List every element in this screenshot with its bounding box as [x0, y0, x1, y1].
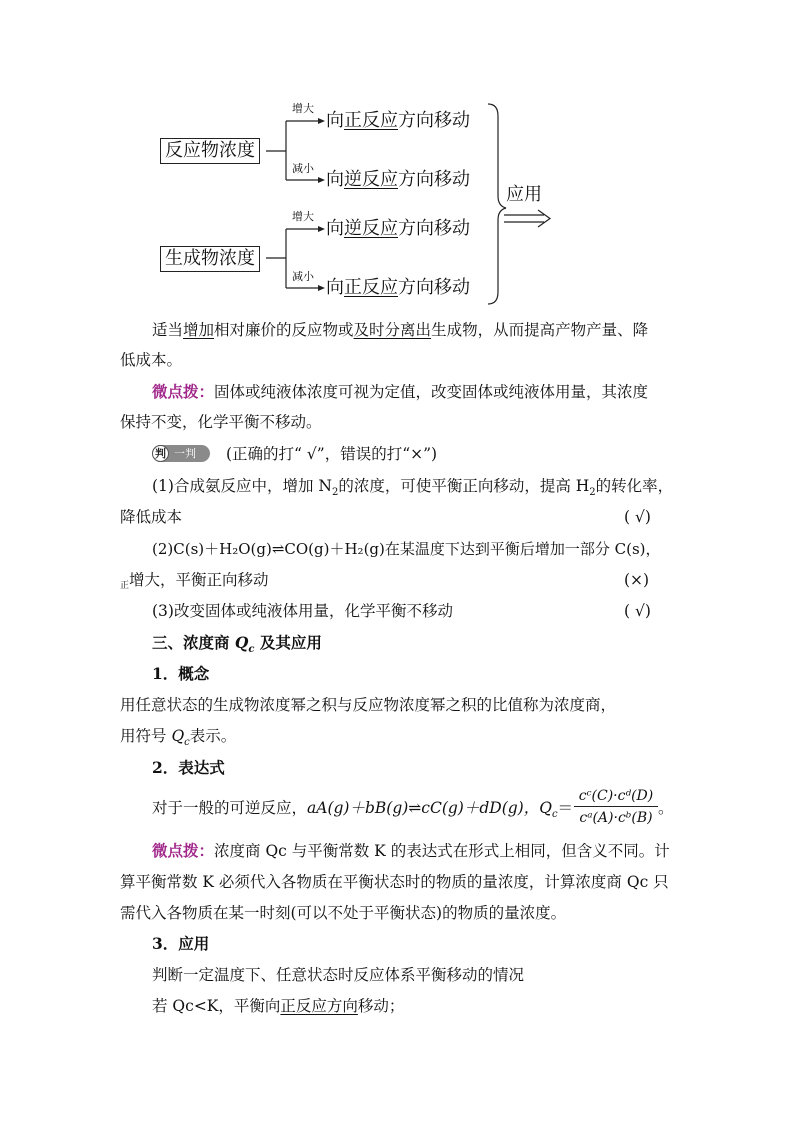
- concept-line1: 用任意状态的生成物浓度幂之积与反应物浓度幂之积的比值称为浓度商，: [120, 696, 617, 714]
- paragraph-increase-reactant: 适当增加相对廉价的反应物或及时分离出生成物，从而提高产物产量、降: [152, 321, 649, 339]
- judge-question-2-line2: 正增大，平衡正向移动: [120, 571, 269, 591]
- branch-forward-2: 向正反应方向移动: [326, 277, 470, 298]
- judge-answer-1: ( √): [624, 508, 651, 526]
- judge-question-1: (1)合成氨反应中，增加 $N_2$的浓度，可使平衡正向移动，提高 $H_2$的转化率，: [152, 477, 674, 499]
- judge-question-2: (2)C(s)＋H₂O(g)⇌CO(g)＋H₂(g)在某温度下达到平衡后增加一部分 C(s)，: [152, 540, 661, 558]
- subsection-concept: 1．概念: [152, 664, 210, 683]
- qc-numerator: cᶜ(C)·cᵈ(D): [578, 788, 654, 804]
- qc-fraction: [574, 787, 658, 827]
- judge-badge: 判 一判: [152, 445, 210, 462]
- increase-label-1: 增大: [292, 102, 314, 115]
- subsection-expression: 2．表达式: [152, 758, 225, 777]
- tip-qc-vs-k-line3: 需代入各物质在某一时刻(可以不处于平衡状态)的物质的量浓度。: [120, 904, 567, 922]
- judge-question-3: (3)改变固体或纯液体用量，化学平衡不移动: [152, 602, 453, 620]
- fraction-bar: [574, 806, 658, 807]
- decrease-label-1: 减小: [292, 162, 314, 175]
- judge-answer-3: ( √): [624, 602, 651, 620]
- tip-solid-liquid-line2: 保持不变，化学平衡不移动。: [120, 413, 322, 431]
- branch-reverse-2: 向逆反应方向移动: [326, 218, 470, 239]
- branch-forward-1: 向正反应方向移动: [326, 110, 470, 131]
- tip-qc-vs-k: 微点拨：浓度商 Qc 与平衡常数 K 的表达式在形式上相同，但含义不同。计: [152, 841, 670, 860]
- branch-reverse-1: 向逆反应方向移动: [326, 169, 470, 190]
- expression-line: 对于一般的可逆反应，aA(g)＋bB(g)⇌cC(g)＋dD(g)，$Q_c=$: [152, 799, 574, 821]
- subsection-application: 3．应用: [152, 934, 210, 953]
- product-concentration-box: 生成物浓度: [160, 246, 260, 272]
- application-line2: 若 Qc<K，平衡向正反应方向移动；: [152, 997, 405, 1015]
- decrease-label-2: 减小: [292, 270, 314, 283]
- application-line1: 判断一定温度下、任意状态时反应体系平衡移动的情况: [152, 966, 525, 984]
- tip-qc-vs-k-line2: 算平衡常数 K 必须代入各物质在平衡状态时的物质的量浓度，计算浓度商 Qc 只: [120, 873, 669, 891]
- section-heading-qc: 三、浓度商 $Q_c$ 及其应用: [152, 633, 322, 656]
- paragraph-increase-reactant-line2: 低成本。: [120, 351, 183, 369]
- judge-instruction: (正确的打“ √”，错误的打“×”): [226, 445, 438, 463]
- qc-denominator: cᵃ(A)·cᵇ(B): [579, 810, 653, 826]
- judge-answer-2: (×): [624, 571, 650, 589]
- reactant-concentration-box: 反应物浓度: [160, 138, 260, 164]
- judge-question-1-line2: 降低成本: [120, 508, 183, 526]
- tip-solid-liquid: 微点拨：固体或纯液体浓度可视为定值，改变固体或纯液体用量，其浓度: [152, 382, 649, 401]
- increase-label-2: 增大: [292, 210, 314, 223]
- expression-end: 。: [658, 799, 674, 817]
- concept-line2: 用符号 $Q_c$表示。: [120, 727, 237, 749]
- application-label: 应用: [506, 184, 542, 205]
- diagram-lines: [0, 0, 794, 320]
